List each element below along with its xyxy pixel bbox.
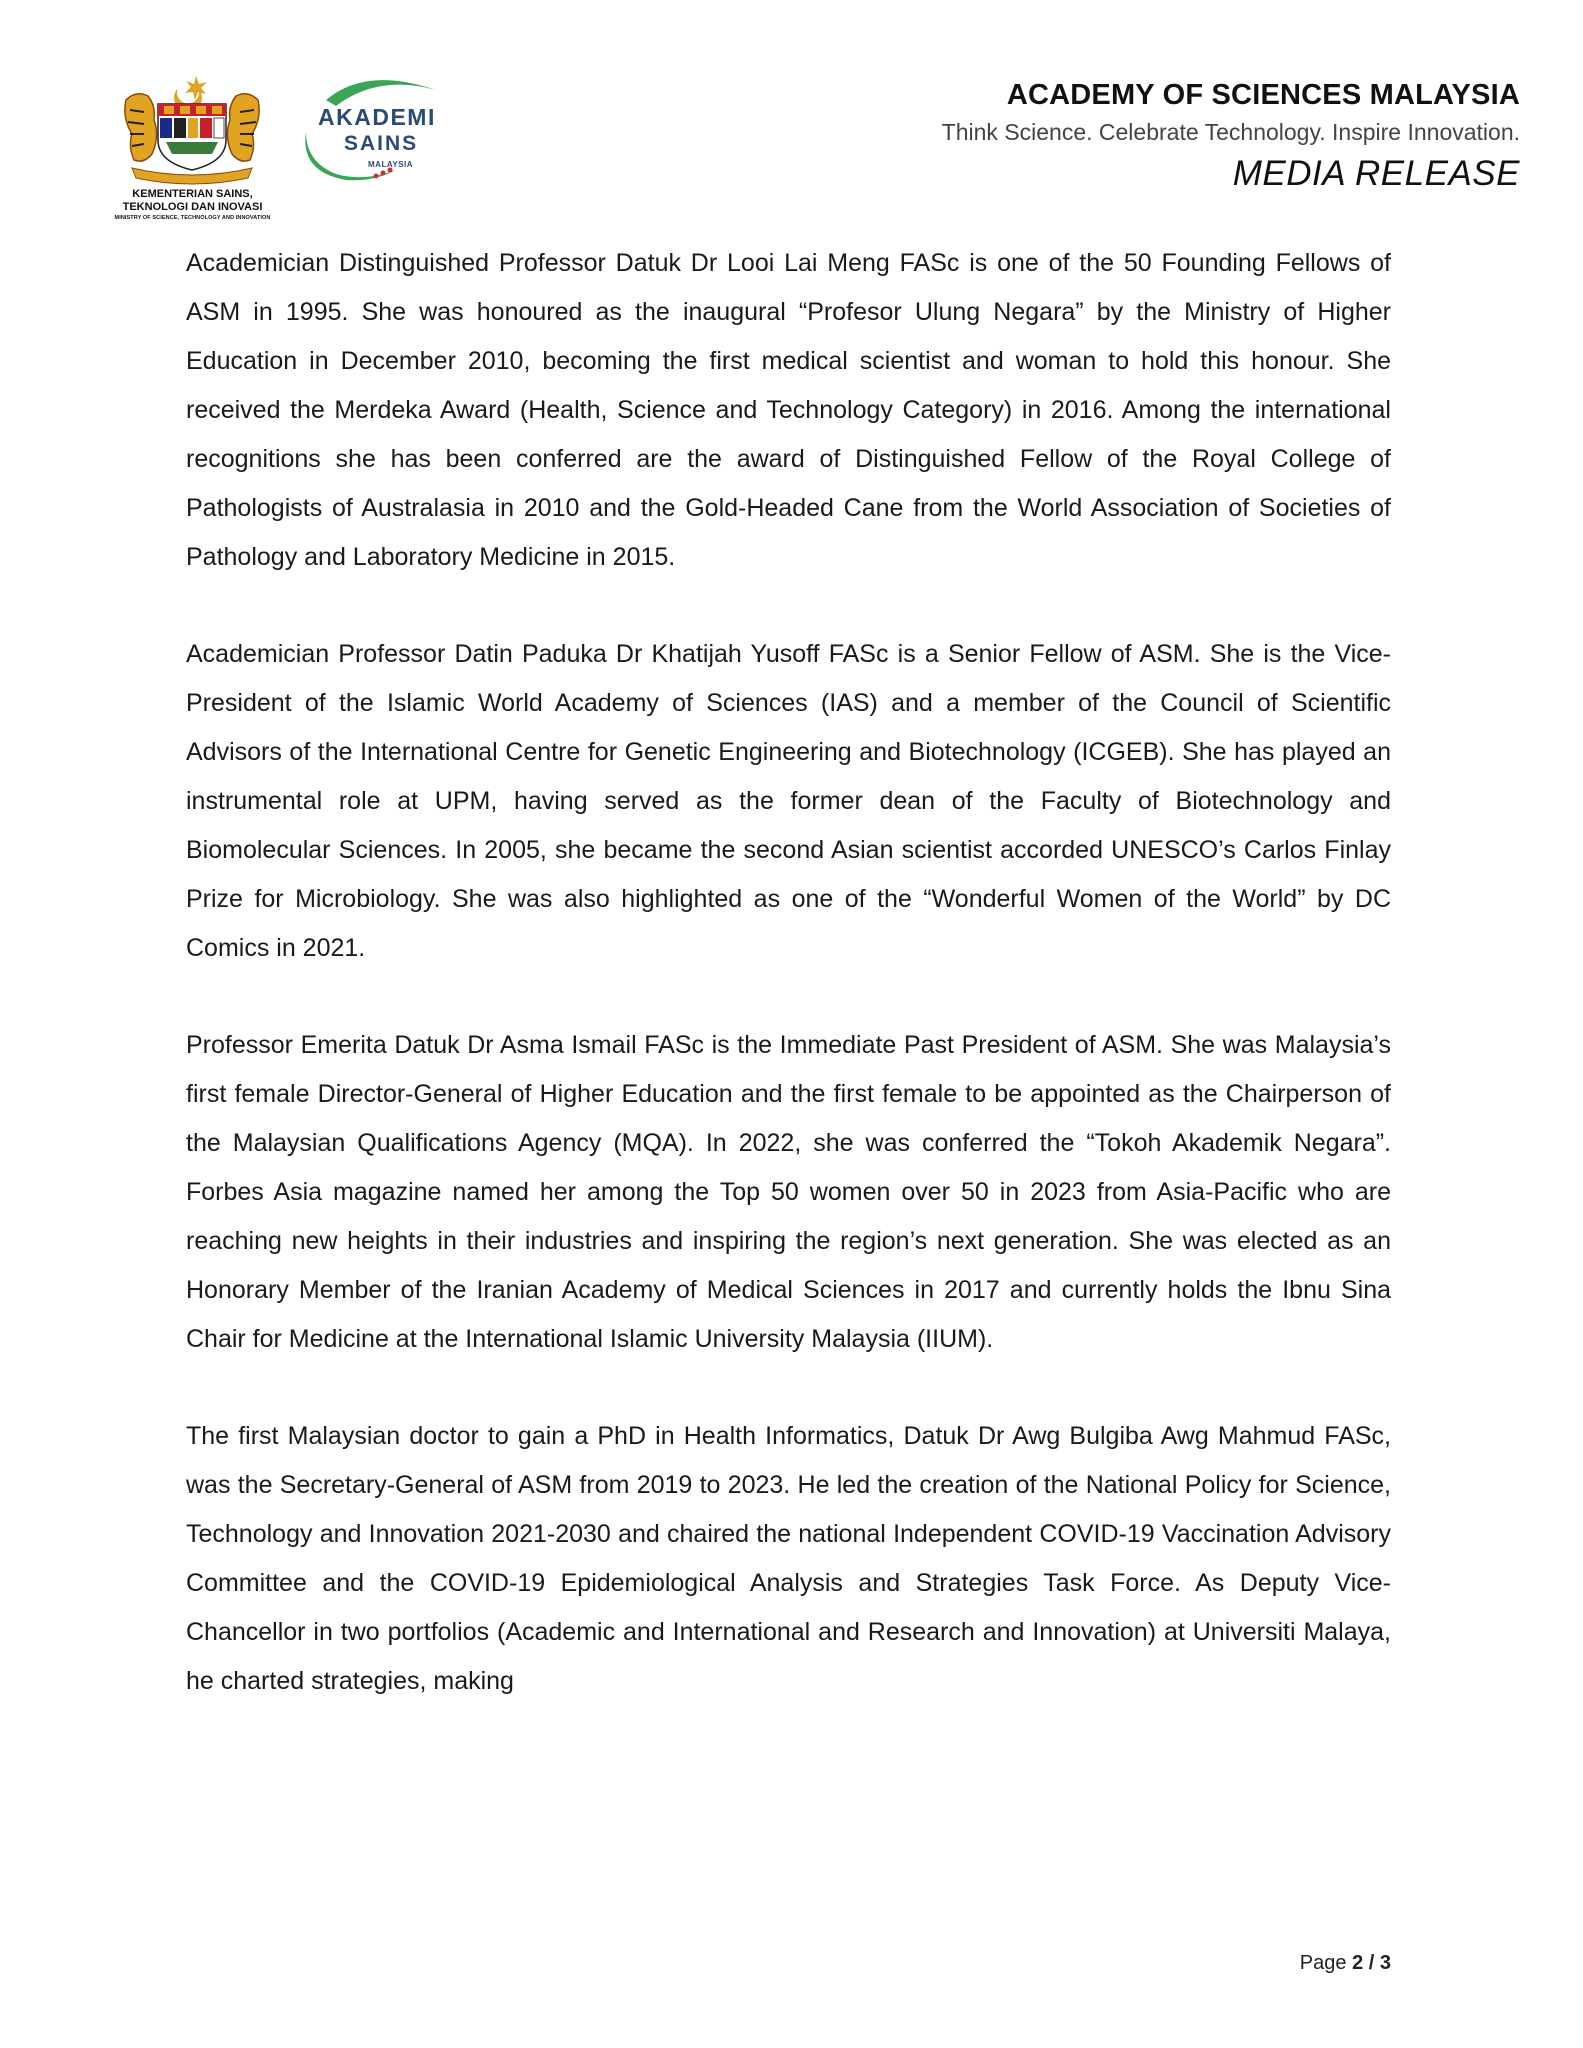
ministry-name-line1: KEMENTERIAN SAINS, [132, 188, 253, 200]
page-label: Page [1299, 1952, 1347, 1974]
document-body [186, 239, 1391, 1754]
paragraph-awg-bulgiba: The first Malaysian doctor to gain a PhD in Health Informatics, Datuk Dr Awg Bulgiba Awg Mahmud FASc, was the Secretary-General of ASM from 2019 to 2023. He led the creation of the National Policy for Science, Technology and Innovation 2021-2030 and chaired the national Independent COVID-19 Vaccination Advisory Committee and the COVID-19 Epidemiological Analysis and Strategies Task Force. As Deputy Vice-Chancellor in two portfolios (Academic and International and Research and Innovation) at Universiti Malaya, he charted strategies, making [186, 1422, 1391, 1695]
asm-logo-word-sains: SAINS [344, 132, 419, 155]
organization-block [942, 76, 1520, 198]
page-number [1300, 1952, 1391, 1975]
page-separator: / [1368, 1952, 1375, 1974]
ministry-name-line2: TEKNOLOGI DAN INOVASI [122, 201, 263, 213]
asm-logo-word-malaysia: MALAYSIA [368, 160, 414, 169]
organization-title: ACADEMY OF SCIENCES MALAYSIA [1006, 79, 1520, 111]
akademi-sains-logo [296, 72, 446, 192]
total-pages: 3 [1379, 1952, 1391, 1974]
coat-of-arms-icon [122, 70, 262, 188]
paragraph-asma-ismail: Professor Emerita Datuk Dr Asma Ismail FASc is the Immediate Past President of ASM. She was Malaysia’s first female Director-General of Higher Education and the first female to be appointed as the Chairperson of the Malaysian Qualifications Agency (MQA). In 2022, she was conferred the “Tokoh Akademik Negara”. Forbes Asia magazine named her among the Top 50 women over 50 in 2023 from Asia-Pacific who are reaching new heights in their industries and inspiring the region’s next generation. She was elected as an Honorary Member of the Iranian Academy of Medical Sciences in 2017 and currently holds the Ibnu Sina Chair for Medicine at the International Islamic University Malaysia (IIUM). [186, 1031, 1391, 1353]
current-page: 2 [1352, 1952, 1364, 1974]
page-header [0, 0, 1583, 230]
paragraph-looi-lai-meng: Academician Distinguished Professor Datuk Dr Looi Lai Meng FASc is one of the 50 Founding Fellows of ASM in 1995. She was honoured as the inaugural “Profesor Ulung Negara” by the Ministry of Higher Education in December 2010, becoming the first medical scientist and woman to hold this honour. She received the Merdeka Award (Health, Science and Technology Category) in 2016. Among the international recognitions she has been conferred are the award of Distinguished Fellow of the Royal College of Pathologists of Australasia in 2010 and the Gold-Headed Cane from the World Association of Societies of Pathology and Laboratory Medicine in 2015. [186, 249, 1391, 571]
ministry-logo [110, 70, 275, 235]
ministry-name [110, 188, 275, 222]
asm-logo-word-akademi: AKADEMI [318, 104, 436, 130]
media-release-label: MEDIA RELEASE [1232, 154, 1520, 193]
paragraph-khatijah-yusoff: Academician Professor Datin Paduka Dr Khatijah Yusoff FASc is a Senior Fellow of ASM. She is the Vice-President of the Islamic World Academy of Sciences (IAS) and a member of the Council of Scientific Advisors of the International Centre for Genetic Engineering and Biotechnology (ICGEB). She has played an instrumental role at UPM, having served as the former dean of the Faculty of Biotechnology and Biomolecular Sciences. In 2005, she became the second Asian scientist accorded UNESCO’s Carlos Finlay Prize for Microbiology. She was also highlighted as one of the “Wonderful Women of the World” by DC Comics in 2021. [186, 640, 1391, 962]
ministry-name-english: MINISTRY OF SCIENCE, TECHNOLOGY AND INNOVATION [114, 215, 271, 221]
organization-tagline: Think Science. Celebrate Technology. Inspire Innovation. [941, 119, 1520, 145]
